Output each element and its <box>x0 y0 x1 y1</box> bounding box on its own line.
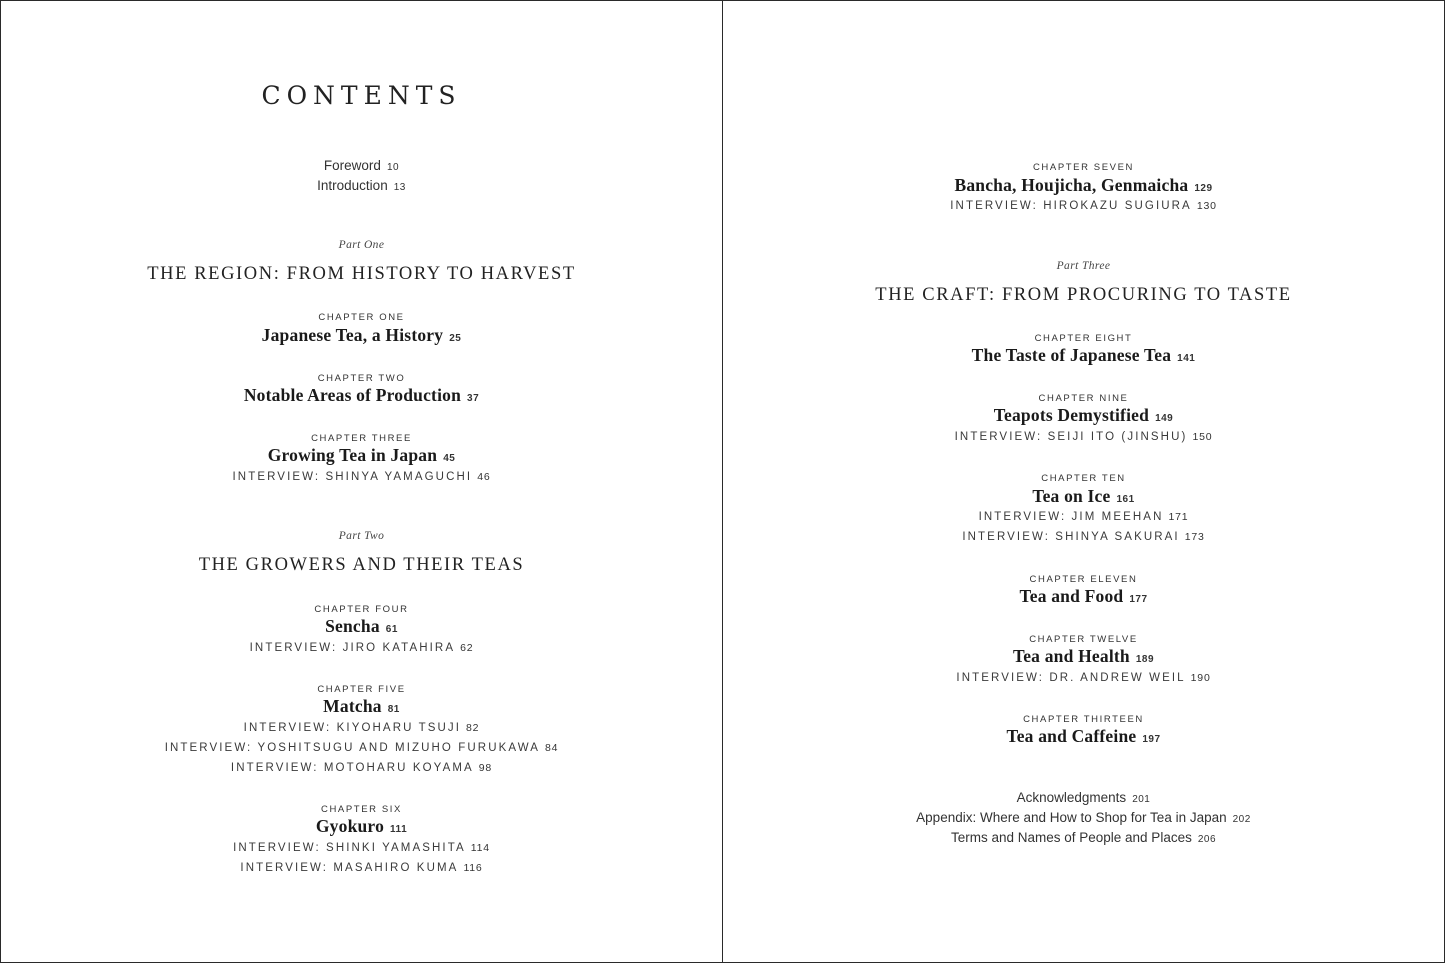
chapter-thirteen-title <box>723 726 1444 747</box>
chapter-one-label: CHAPTER ONE <box>318 312 405 323</box>
interview-entry <box>1 722 722 734</box>
page-number: 13 <box>393 182 406 193</box>
page-number: 202 <box>1232 814 1251 825</box>
chapter-title-text: Matcha <box>323 696 382 716</box>
chapter-eight-title <box>723 345 1444 366</box>
chapter-title-text: The Taste of Japanese Tea <box>971 345 1172 365</box>
chapter-eleven-title <box>723 586 1444 607</box>
toc-entry-appendix <box>723 810 1444 825</box>
part-three-title: THE CRAFT: FROM PROCURING TO TASTE <box>875 285 1292 305</box>
chapter-nine-title <box>723 405 1444 426</box>
interview-label: INTERVIEW: KIYOHARU TSUJI <box>243 722 462 734</box>
chapter-nine-label: CHAPTER NINE <box>1038 393 1129 404</box>
chapter-one-title <box>1 325 722 346</box>
chapter-four-label: CHAPTER FOUR <box>314 604 409 615</box>
contents-heading: CONTENTS <box>261 81 462 110</box>
interview-entry <box>723 511 1444 523</box>
part-three-label: Part Three <box>1056 260 1111 272</box>
page-number: 37 <box>467 393 480 404</box>
chapter-twelve-label: CHAPTER TWELVE <box>1029 634 1138 645</box>
interview-entry <box>723 672 1444 684</box>
interview-entry <box>1 862 722 874</box>
page-number: 177 <box>1129 594 1148 605</box>
entry-label: Appendix: Where and How to Shop for Tea in Japan <box>916 810 1227 825</box>
chapter-seven-label: CHAPTER SEVEN <box>1032 162 1135 173</box>
page-number: 173 <box>1184 531 1205 543</box>
page-number: 116 <box>463 862 483 874</box>
entry-label: Foreword <box>323 158 381 173</box>
chapter-seven-title <box>723 175 1444 196</box>
interview-label: INTERVIEW: HIROKAZU SUGIURA <box>950 200 1192 212</box>
chapter-thirteen-label: CHAPTER THIRTEEN <box>1023 714 1144 725</box>
interview-label: INTERVIEW: JIM MEEHAN <box>978 511 1164 523</box>
part-two-title: THE GROWERS AND THEIR TEAS <box>198 555 525 575</box>
chapter-five-title <box>1 696 722 717</box>
chapter-ten-title <box>723 486 1444 507</box>
chapter-eleven-label: CHAPTER ELEVEN <box>1029 574 1138 585</box>
interview-label: INTERVIEW: SHINKI YAMASHITA <box>233 842 466 854</box>
interview-entry <box>1 642 722 654</box>
page-number: 81 <box>387 704 400 715</box>
interview-entry <box>1 842 722 854</box>
chapter-title-text: Notable Areas of Production <box>243 385 462 405</box>
chapter-eight-label: CHAPTER EIGHT <box>1034 333 1133 344</box>
chapter-ten-label: CHAPTER TEN <box>1041 473 1126 484</box>
chapter-six-title <box>1 816 722 837</box>
page-number: 171 <box>1168 511 1189 523</box>
part-two-label: Part Two <box>338 530 385 542</box>
page-number: 61 <box>385 624 398 635</box>
chapter-title-text: Japanese Tea, a History <box>261 325 444 345</box>
interview-entry <box>1 742 722 754</box>
chapter-title-text: Teapots Demystified <box>993 405 1150 425</box>
page-number: 111 <box>390 824 408 835</box>
interview-label: INTERVIEW: SHINYA SAKURAI <box>962 531 1180 543</box>
interview-entry <box>723 431 1444 443</box>
page-number: 98 <box>478 762 493 774</box>
entry-label: Acknowledgments <box>1016 790 1127 805</box>
page-number: 206 <box>1197 834 1217 845</box>
left-page <box>0 0 722 963</box>
page-number: 190 <box>1190 672 1211 684</box>
chapter-six-label: CHAPTER SIX <box>321 804 402 815</box>
chapter-three-label: CHAPTER THREE <box>311 433 412 444</box>
interview-label: INTERVIEW: SHINYA YAMAGUCHI <box>232 471 473 483</box>
page-number: 197 <box>1142 734 1161 745</box>
chapter-two-title <box>1 385 722 406</box>
part-one-label: Part One <box>338 239 385 251</box>
page-number: 150 <box>1192 431 1213 443</box>
interview-label: INTERVIEW: JIRO KATAHIRA <box>249 642 456 654</box>
page-number: 129 <box>1194 183 1213 194</box>
page-number: 114 <box>470 842 490 854</box>
right-page <box>722 0 1445 963</box>
entry-label: Terms and Names of People and Places <box>950 830 1192 845</box>
interview-entry <box>1 471 722 483</box>
page-number: 189 <box>1135 654 1155 665</box>
page-number: 84 <box>545 742 559 754</box>
interview-label: INTERVIEW: MASAHIRO KUMA <box>240 862 459 874</box>
chapter-title-text: Sencha <box>325 616 380 636</box>
chapter-three-title <box>1 445 722 466</box>
chapter-title-text: Growing Tea in Japan <box>267 445 438 465</box>
page-number: 62 <box>460 642 474 654</box>
page-number: 25 <box>449 333 462 344</box>
chapter-five-label: CHAPTER FIVE <box>317 684 406 695</box>
toc-entry-terms <box>723 830 1444 845</box>
page-number: 45 <box>443 453 456 464</box>
toc-entry-introduction <box>1 178 722 193</box>
entry-label: Introduction <box>317 178 388 193</box>
chapter-title-text: Gyokuro <box>315 816 385 836</box>
part-one-title: THE REGION: FROM HISTORY TO HARVEST <box>147 264 576 284</box>
chapter-two-label: CHAPTER TWO <box>317 373 406 384</box>
interview-label: INTERVIEW: SEIJI ITO (JINSHU) <box>954 431 1188 443</box>
page-number: 46 <box>477 471 491 483</box>
toc-entry-foreword <box>1 158 722 173</box>
interview-entry <box>1 762 722 774</box>
chapter-twelve-title <box>723 646 1444 667</box>
interview-label: INTERVIEW: DR. ANDREW WEIL <box>956 672 1186 684</box>
chapter-title-text: Tea and Food <box>1019 586 1124 606</box>
chapter-title-text: Tea and Caffeine <box>1006 726 1137 746</box>
page-number: 130 <box>1196 200 1217 212</box>
page-number: 201 <box>1132 794 1151 805</box>
page-number: 149 <box>1155 413 1174 424</box>
toc-entry-acknowledgments <box>723 790 1444 805</box>
chapter-title-text: Tea on Ice <box>1032 486 1111 506</box>
chapter-title-text: Tea and Health <box>1012 646 1130 666</box>
interview-entry <box>723 200 1444 212</box>
page-number: 82 <box>466 722 480 734</box>
interview-label: INTERVIEW: YOSHITSUGU AND MIZUHO FURUKAWA <box>164 742 541 754</box>
chapter-four-title <box>1 616 722 637</box>
interview-entry <box>723 531 1444 543</box>
interview-label: INTERVIEW: MOTOHARU KOYAMA <box>230 762 474 774</box>
page-number: 141 <box>1177 353 1196 364</box>
chapter-title-text: Bancha, Houjicha, Genmaicha <box>954 175 1189 195</box>
page-number: 161 <box>1116 494 1135 505</box>
page-number: 10 <box>386 162 400 173</box>
